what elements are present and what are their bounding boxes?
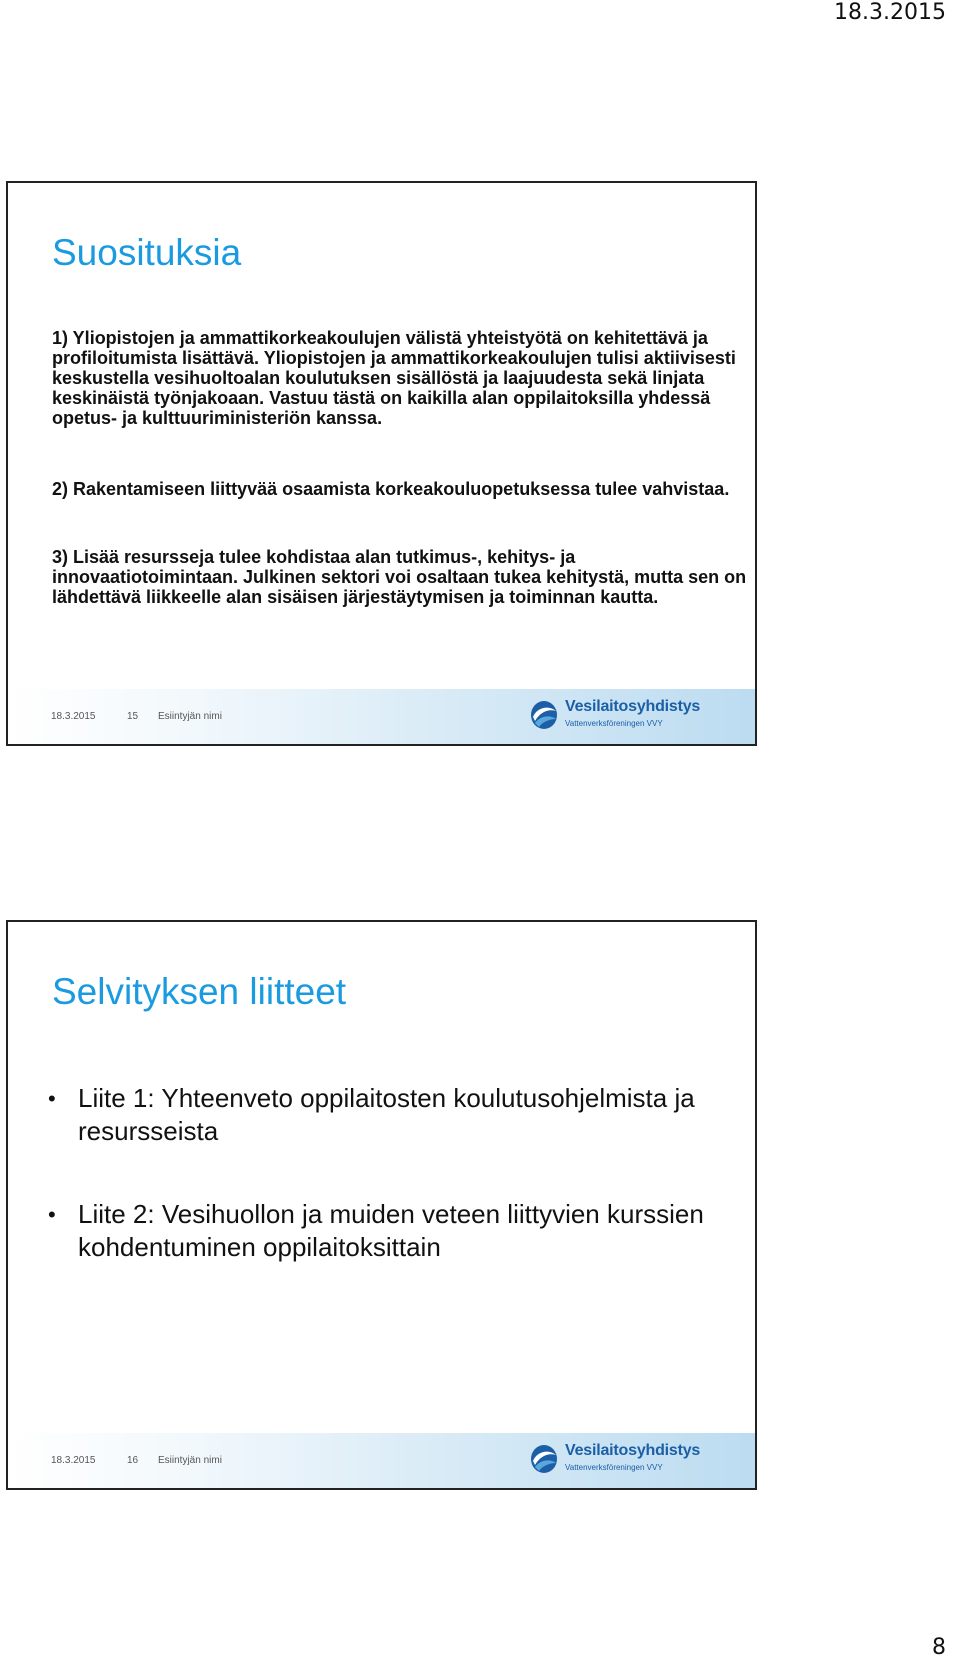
logo-title: Vesilaitosyhdistys — [565, 698, 701, 715]
recommendation-1: 1) Yliopistojen ja ammattikorkeakoulujen välistä yhteistyötä on kehitettävä ja profiloitumista lisättävä. Yliopistojen ja ammattikorkeakoulujen tulisi aktiivisesti keskustella vesihuoltoalan koulutuksen sisällöstä ja laajuudesta sekä linjata keskinäistä työnjakoaan. Vastuu tästä on kaikilla alan oppilaitoksilla yhdessä opetus- ja kulttuuriministeriön kanssa. — [52, 328, 736, 428]
logo-title: Vesilaitosyhdistys — [565, 1442, 701, 1459]
slide-footer — [8, 1433, 755, 1488]
bullet-icon: • — [48, 1202, 56, 1227]
footer-presenter: Esiintyjän nimi — [158, 1455, 222, 1466]
bullet-item — [48, 1198, 738, 1264]
footer-date: 18.3.2015 — [51, 1455, 96, 1466]
logo-subtitle: Vattenverksföreningen VVY — [565, 1463, 663, 1472]
bullet-text: Liite 1: Yhteenveto oppilaitosten koulutusohjelmista ja resursseista — [78, 1083, 695, 1146]
bullet-text: Liite 2: Vesihuollon ja muiden veteen liittyvien kurssien kohdentuminen oppilaitoksittain — [78, 1199, 704, 1262]
slide-title: Suosituksia — [52, 232, 242, 273]
logo-drop-icon — [529, 697, 559, 731]
footer-slide-number: 16 — [127, 1455, 139, 1466]
vesilaitosyhdistys-logo — [529, 1441, 701, 1481]
logo-drop-icon — [529, 1441, 559, 1475]
slide-title: Selvityksen liitteet — [52, 971, 347, 1012]
recommendation-3: 3) Lisää resursseja tulee kohdistaa alan tutkimus-, kehitys- ja innovaatiotoimintaan. Julkinen sektori voi osaltaan tukea kehitystä, mutta sen on lähdettävä liikkeelle alan sisäisen järjestäytymisen ja toiminnan kautta. — [52, 547, 747, 607]
footer-slide-number: 15 — [127, 711, 139, 722]
vesilaitosyhdistys-logo — [529, 697, 701, 737]
footer-date: 18.3.2015 — [51, 711, 96, 722]
page-date: 18.3.2015 — [834, 0, 946, 25]
slide-footer — [8, 689, 755, 744]
logo-subtitle: Vattenverksföreningen VVY — [565, 719, 663, 728]
bullet-item — [48, 1082, 738, 1148]
bullet-icon: • — [48, 1086, 56, 1111]
page-number: 8 — [932, 1635, 946, 1660]
slide-15 — [6, 181, 757, 746]
recommendation-2: 2) Rakentamiseen liittyvää osaamista korkeakouluopetuksessa tulee vahvistaa. — [52, 479, 730, 499]
slide-16 — [6, 920, 757, 1490]
footer-presenter: Esiintyjän nimi — [158, 711, 222, 722]
